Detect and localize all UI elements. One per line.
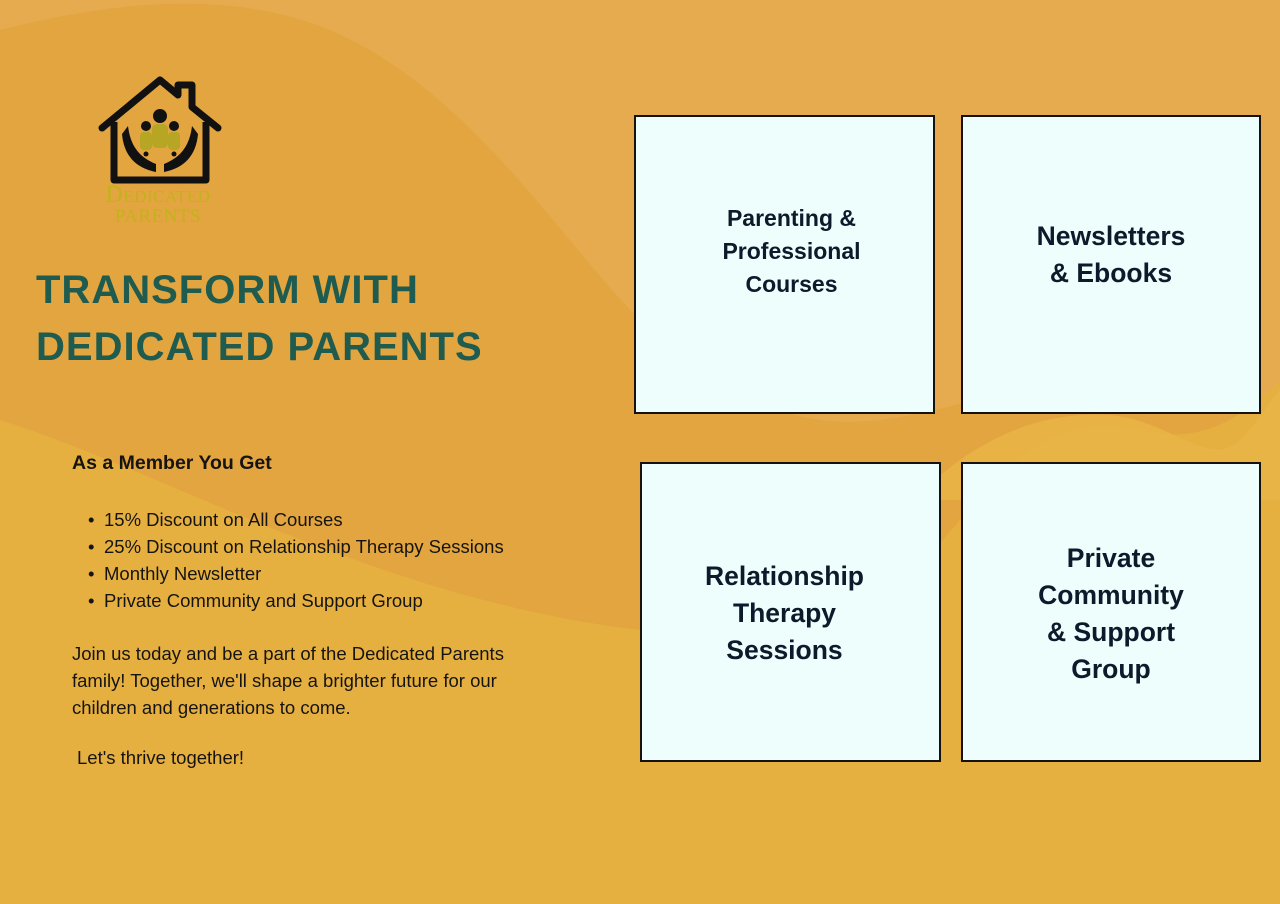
- card-newsletters-ebooks[interactable]: [961, 115, 1261, 414]
- card-label: [1037, 218, 1186, 292]
- join-line: Join us today and be a part of the Dedicated Parents: [72, 643, 504, 664]
- card-label-line: Newsletters: [1036, 220, 1186, 251]
- benefits-list: [88, 506, 504, 614]
- benefit-text: 15% Discount on All Courses: [104, 509, 343, 530]
- closing-line: Let's thrive together!: [77, 747, 245, 768]
- house-family-hands-icon: [94, 72, 222, 188]
- card-label-line: & Ebooks: [1049, 257, 1173, 288]
- card-label: [1038, 540, 1184, 688]
- logo-wordmark-line1: Dedicated: [105, 182, 211, 208]
- join-line: family! Together, we'll shape a brighter future for our: [72, 670, 497, 691]
- dedicated-parents-logo: [88, 68, 228, 233]
- list-item: [88, 560, 504, 587]
- bullet: •: [88, 590, 95, 611]
- card-label-line: Therapy: [732, 597, 837, 628]
- bullet: •: [88, 563, 95, 584]
- card-label-line: Parenting &: [726, 205, 857, 231]
- benefit-text: Private Community and Support Group: [104, 590, 423, 611]
- benefit-text: 25% Discount on Relationship Therapy Sessions: [104, 536, 504, 557]
- card-label-line: Sessions: [726, 634, 843, 665]
- card-label: [705, 558, 864, 669]
- join-paragraph: [72, 640, 612, 721]
- list-item: [88, 533, 504, 560]
- card-parenting-courses[interactable]: [634, 115, 935, 414]
- join-line: children and generations to come.: [72, 697, 351, 718]
- card-label-line: Courses: [745, 271, 838, 297]
- benefit-text: Monthly Newsletter: [104, 563, 262, 584]
- card-label-line: Private: [1066, 543, 1156, 573]
- list-item: [88, 506, 504, 533]
- card-label-line: Group: [1071, 654, 1151, 684]
- card-label-line: Relationship: [704, 560, 864, 591]
- bullet: •: [88, 509, 95, 530]
- card-label: [722, 202, 860, 301]
- bullet: •: [88, 536, 95, 557]
- card-label-line: Community: [1038, 580, 1184, 610]
- logo-wordmark-line2: PARENTS: [114, 206, 202, 227]
- title-line-1: TRANSFORM WITH: [36, 268, 419, 312]
- list-item: [88, 587, 504, 614]
- page-title: [36, 262, 596, 376]
- card-label-line: & Support: [1046, 617, 1176, 647]
- card-private-community[interactable]: [961, 462, 1261, 762]
- title-line-2: DEDICATED PARENTS: [36, 325, 483, 369]
- card-label-line: Professional: [722, 238, 861, 264]
- member-heading: As a Member You Get: [72, 452, 272, 474]
- card-relationship-therapy[interactable]: [640, 462, 941, 762]
